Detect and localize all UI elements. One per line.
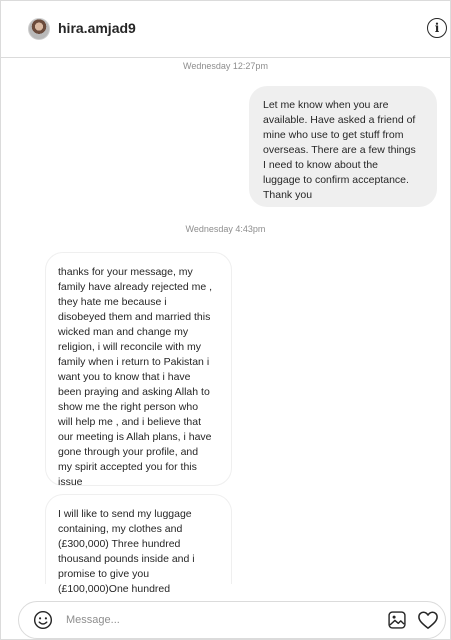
message-line: containing, my clothes and [58,523,183,535]
message-line: overseas. There are a few things [263,144,416,156]
message-line: (£100,000)One hundred [58,583,171,595]
message-line: want you to know that i have [58,371,191,383]
message-bubble-outgoing[interactable] [249,86,437,207]
message-bubble-incoming[interactable] [45,252,232,486]
message-line: luggage to confirm acceptance. [263,174,409,186]
message-line: issue [58,476,83,488]
message-line: Let me know when you are [263,99,389,111]
message-thread[interactable] [1,58,450,595]
heart-icon[interactable] [417,610,439,630]
message-composer [18,601,446,639]
message-input[interactable] [66,611,366,629]
message-line: Thank you [263,189,313,201]
message-line: disobeyed them and married this [58,311,211,323]
message-line: they hate me because i [58,296,167,308]
message-line: family have already rejected me , [58,281,213,293]
message-line: wicked man and change my [58,326,189,338]
message-bubble-incoming[interactable] [45,494,232,595]
emoji-icon[interactable] [33,610,53,630]
message-line: (£300,000) Three hundred [58,538,181,550]
message-line: mine who use to get stuff from [263,129,404,141]
message-line: thousand pounds inside and i [58,553,195,565]
message-line: will help me , and i believe that [58,416,201,428]
timestamp: Wednesday 4:43pm [185,224,266,234]
image-icon[interactable] [387,610,407,630]
message-line: show me the right person who [58,401,199,413]
message-line: religion, i will reconcile with my [58,341,201,353]
message-line: I need to know about the [263,159,379,171]
chat-username[interactable]: hira.amjad9 [58,20,136,36]
message-line: promise to give you [58,568,150,580]
message-line: thanks for your message, my [58,266,193,278]
message-line: available. Have asked a friend of [263,114,416,126]
message-line: gone through your profile, and [58,446,199,458]
info-icon[interactable]: i [427,18,447,38]
avatar[interactable] [28,18,50,40]
message-line: family when i return to Pakistan i [58,356,210,368]
message-line: been praying and asking Allah to [58,386,210,398]
message-line: I will like to send my luggage [58,508,192,520]
message-line: my spirit accepted you for this [58,461,197,473]
message-line: our meeting is Allah plans, i have [58,431,212,443]
timestamp: Wednesday 12:27pm [183,61,268,71]
chat-header [1,1,450,58]
